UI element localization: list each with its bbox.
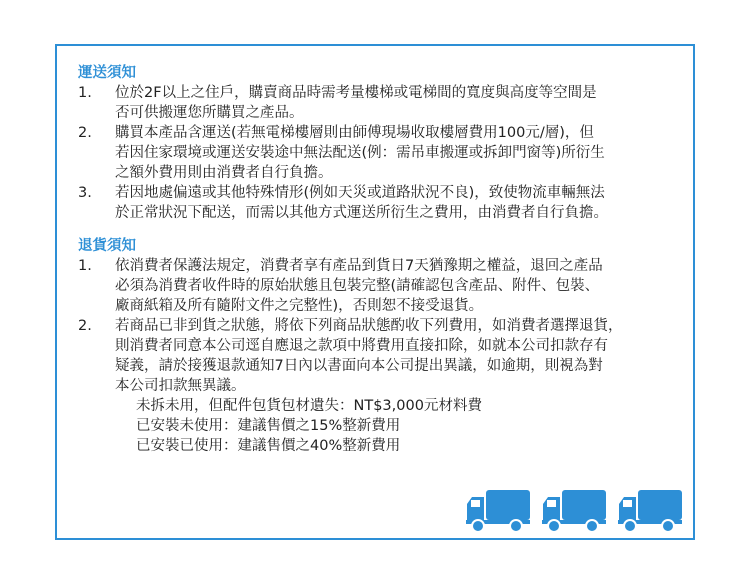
item-line: 位於2F以上之住戶，購賣商品時需考量樓梯或電梯間的寬度與高度等空間是	[115, 85, 597, 101]
shipping-heading: 運送須知	[78, 65, 136, 81]
item-line: 疑義，請於接獲退款通知7日內以書面向本公司提出異議，如逾期，則視為對	[115, 358, 603, 374]
returns-item	[78, 256, 678, 316]
item-number: 1.	[78, 85, 92, 101]
item-line: 必須為消費者收件時的原始狀態且包裝完整(請確認包含產品、附件、包裝、	[115, 278, 600, 294]
item-line: 依消費者保護法規定，消費者享有產品到貨日7天猶豫期之權益，退回之產品	[115, 258, 603, 274]
item-line: 否可供搬運您所購買之產品。	[115, 105, 304, 121]
returns-item	[78, 316, 678, 396]
shipping-item	[78, 123, 678, 183]
shipping-section	[78, 63, 678, 223]
shipping-item	[78, 83, 678, 123]
item-line: 則消費者同意本公司逕自應退之款項中將費用直接扣除，如就本公司扣款存有	[115, 338, 608, 354]
returns-section	[78, 236, 678, 456]
item-line: 若因地處偏遠或其他特殊情形(例如天災或道路狀況不良)，致使物流車輛無法	[115, 185, 605, 201]
item-line: 購買本產品含運送(若無電梯樓層則由師傅現場收取樓層費用100元/層)，但	[115, 125, 594, 141]
returns-heading: 退貨須知	[78, 238, 136, 254]
delivery-truck-icon	[464, 488, 532, 534]
fee-line: 未拆未用，但配件包貨包材遺失：NT$3,000元材料費	[136, 398, 482, 414]
delivery-truck-icon	[616, 488, 684, 534]
item-number: 2.	[78, 125, 92, 141]
fee-line: 已安裝已使用：建議售價之40%整新費用	[136, 438, 401, 454]
item-number: 2.	[78, 318, 92, 334]
delivery-truck-icon	[540, 488, 608, 534]
truck-icons	[464, 488, 684, 538]
shipping-item	[78, 183, 678, 223]
item-line: 廠商紙箱及所有隨附文件之完整性)，否則恕不接受退貨。	[115, 298, 484, 314]
item-line: 之額外費用則由消費者自行負擔。	[115, 165, 333, 181]
item-line: 本公司扣款無異議。	[115, 378, 246, 394]
item-number: 3.	[78, 185, 92, 201]
item-line: 若商品已非到貨之狀態，將依下列商品狀態酌收下列費用，如消費者選擇退貨，	[115, 318, 623, 334]
item-line: 若因住家環境或運送安裝途中無法配送(例：需吊車搬運或拆卸門窗等)所衍生	[115, 145, 605, 161]
item-number: 1.	[78, 258, 92, 274]
item-line: 於正常狀況下配送，而需以其他方式運送所衍生之費用，由消費者自行負擔。	[115, 205, 608, 221]
fee-line: 已安裝未使用：建議售價之15%整新費用	[136, 418, 401, 434]
